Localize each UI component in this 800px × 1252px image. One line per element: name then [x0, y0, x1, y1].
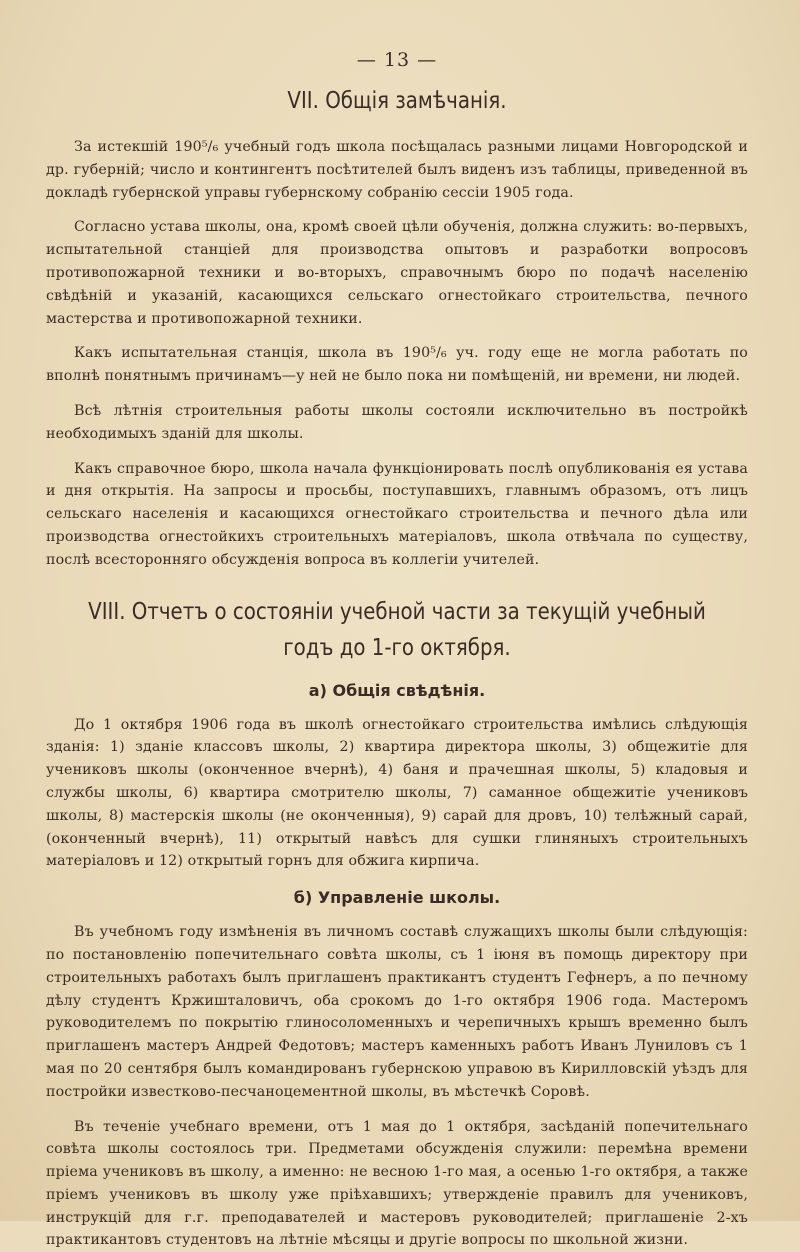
subsection-a-title: а) Общія свѣдѣнія.: [46, 680, 748, 702]
subsection-b-paragraph-2: Въ теченіе учебнаго времени, отъ 1 мая до 1 октября, засѣданій попечительнаго совѣта школы состоялось три. Предметами обсужденія служили: перемѣна времени пріема учениковъ въ школу, а именно: не весною 1-го мая, а осенью 1-го октября, а также пріемъ учениковъ въ школу уже пріѣхавшихъ; утвержденіе правилъ для учениковъ, инструкцій для г.г. преподавателей и мастеровъ руководителей; приглашеніе 2-хъ практикантовъ студентовъ на лѣтніе мѣсяцы и другіе вопросы по школьной жизни.: [46, 1116, 748, 1252]
section-7-paragraph-4: Всѣ лѣтнія строительныя работы школы состояли исключительно въ постройкѣ необходимыхъ зданій для школы.: [46, 400, 748, 446]
section-8-title: VIII. Отчетъ о состояніи учебной части за текущій учебный годъ до 1-го октября.: [61, 594, 734, 666]
section-7-title: VII. Общія замѣчанія.: [95, 84, 699, 118]
section-7-paragraph-5: Какъ справочное бюро, школа начала функціонировать послѣ опубликованія ея устава и дня открытія. На запросы и просьбы, поступавшихъ, главнымъ образомъ, отъ лицъ сельскаго населенія и касающихся огнестойкаго строительства и печного дѣла или производства огнестойкихъ строительныхъ матеріаловъ, школа отвѣчала по существу, послѣ всесторонняго обсужденія вопроса въ коллегіи учителей.: [46, 458, 748, 572]
section-7-paragraph-2: Согласно устава школы, она, кромѣ своей цѣли обученія, должна служить: во-первыхъ, испытательной станціей для производства опытовъ и разработки вопросовъ противопожарной техники и во-вторыхъ, справочнымъ бюро по подачѣ населенію свѣдѣній и указаній, касающихся сельскаго огнестойкаго строительства, печного мастерства и противопожарной техники.: [46, 216, 748, 330]
section-7-paragraph-1: За истекшій 190⁵/₆ учебный годъ школа посѣщалась разными лицами Новгородской и др. губерній; число и контингентъ посѣтителей былъ виденъ изъ таблицы, приведенной въ докладѣ губернской управы губернскому собранію сессіи 1905 года.: [46, 136, 748, 204]
subsection-a-paragraph-1: До 1 октября 1906 года въ школѣ огнестойкаго строительства имѣлись слѣдующія зданія: 1) зданіе классовъ школы, 2) квартира директора школы, 3) общежитіе для учениковъ школы (оконченное вчернѣ), 4) баня и прачешная школы, 5) кладовыя и службы школы, 6) квартира смотрителю школы, 7) саманное общежитіе учениковъ школы, 8) мастерскія школы (не оконченныя), 9) сарай для дровъ, 10) телѣжный сарай, (оконченный вчернѣ), 11) открытый навѣсъ для сушки глиняныхъ строительныхъ матеріаловъ и 12) открытый горнъ для обжига кирпича.: [46, 714, 748, 874]
subsection-b-title: б) Управленіе школы.: [46, 887, 748, 909]
section-7-paragraph-3: Какъ испытательная станція, школа въ 190⁵/₆ уч. году еще не могла работать по вполнѣ понятнымъ причинамъ—у ней не было пока ни помѣщеній, ни времени, ни людей.: [46, 342, 748, 388]
page-number: — 13 —: [46, 48, 748, 72]
subsection-b-paragraph-1: Въ учебномъ году измѣненія въ личномъ составѣ служащихъ школы были слѣдующія: по постановленію попечительнаго совѣта школы, съ 1 іюня въ помощь директору при строительныхъ работахъ былъ приглашенъ практикантъ студентъ Гефнеръ, а по печному дѣлу студентъ Кржишталовичъ, оба срокомъ до 1-го октября 1906 года. Мастеромъ руководителемъ по покрытію глиносоломенныхъ и черепичныхъ крышъ временно былъ приглашенъ мастеръ Андрей Федотовъ; мастеръ каменныхъ работъ Иванъ Луниловъ съ 1 мая по 20 сентября былъ командированъ губернскою управою въ Кирилловскій уѣздъ для постройки известково-песчаноцементной школы, въ мѣстечкѣ Соровѣ.: [46, 921, 748, 1103]
